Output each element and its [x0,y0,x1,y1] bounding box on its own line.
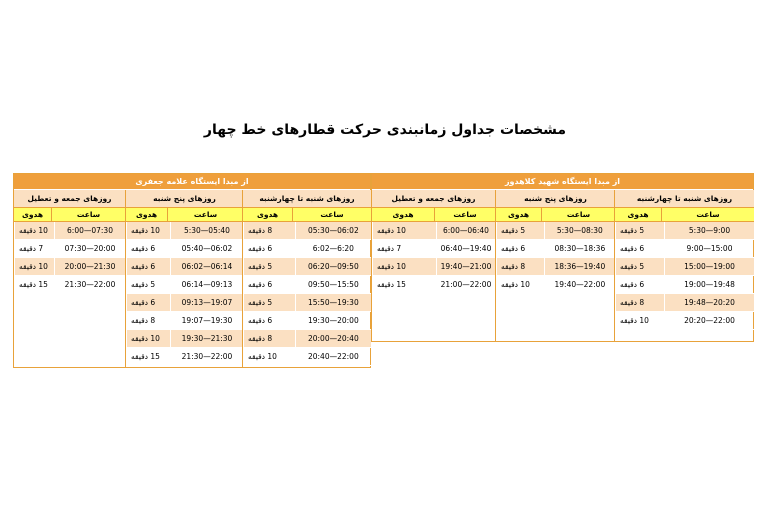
time-cell: 5:30—05:40 [170,222,243,240]
time-cell: 6:00—07:30 [54,222,125,240]
time-cell: 06:20—09:50 [295,258,371,276]
table-row [243,222,371,240]
time-cell: 20:00—21:30 [54,258,125,276]
time-cell: 19:30—20:00 [295,312,371,330]
time-cell: 19:00—19:48 [664,276,754,294]
headway-cell: 6 دقیقه [126,258,170,276]
table-row [372,240,495,258]
time-cell: 15:50—19:30 [295,294,371,312]
table-row [243,240,371,258]
headway-cell: 10 دقیقه [14,258,54,276]
table-row [496,258,615,276]
time-cell: 05:40—06:02 [170,240,243,258]
time-cell: 9:00—15:00 [664,240,754,258]
time-cell: 18:36—19:40 [544,258,615,276]
table-row [126,258,243,276]
headway-cell: 10 دقیقه [372,222,436,240]
time-cell: 20:40—22:00 [295,348,371,366]
headway-cell: 5 دقیقه [243,294,295,312]
table-row [126,294,243,312]
table-row [615,276,754,294]
time-cell: 21:00—22:00 [436,276,495,294]
time-cell: 21:30—22:00 [54,276,125,294]
time-cell: 19:40—21:00 [436,258,495,276]
time-column-header: ساعت [51,208,125,222]
headway-cell: 5 دقیقه [496,222,544,240]
schedule-group-thursday [125,190,243,367]
headway-cell: 15 دقیقه [126,348,170,366]
headway-cell: 10 دقیقه [496,276,544,294]
headway-cell: 10 دقیقه [615,312,664,330]
table-row [372,222,495,240]
table-row [496,222,615,240]
time-column-header: ساعت [167,208,243,222]
headway-cell: 10 دقیقه [14,222,54,240]
table-row [243,312,371,330]
table-row [615,258,754,276]
station-header: از مبدا ایستگاه علامه جعفری [14,174,370,190]
table-row [14,258,125,276]
group-title: روزهای پنج شنبه [126,190,243,208]
headway-cell: 8 دقیقه [243,222,295,240]
headway-cell: 6 دقیقه [243,240,295,258]
headway-column-header: هدوی [243,208,292,222]
time-cell: 07:30—20:00 [54,240,125,258]
headway-cell: 8 دقیقه [496,258,544,276]
headway-column-header: هدوی [496,208,541,222]
time-cell: 06:40—19:40 [436,240,495,258]
schedule-group-holidays [14,190,125,367]
headway-cell: 5 دقیقه [615,258,664,276]
group-title: روزهای جمعه و تعطیل [372,190,495,208]
time-cell: 19:30—21:30 [170,330,243,348]
table-row [243,330,371,348]
headway-cell: 5 دقیقه [243,258,295,276]
page-title: مشخصات جداول زمانبندی حرکت قطارهای خط چهار [203,122,567,138]
time-cell: 08:30—18:36 [544,240,615,258]
time-cell: 06:14—09:13 [170,276,243,294]
table-row [243,258,371,276]
table-row [14,240,125,258]
table-row [615,294,754,312]
headway-column-header: هدوی [126,208,167,222]
time-cell: 6:00—06:40 [436,222,495,240]
headway-cell: 6 دقیقه [243,312,295,330]
time-cell: 06:02—06:14 [170,258,243,276]
time-cell: 09:50—15:50 [295,276,371,294]
station-table-allameh-jafari [13,173,371,368]
time-cell: 19:40—22:00 [544,276,615,294]
station-header: از مبدا ایستگاه شهید کلاهدوز [372,174,753,190]
time-cell: 05:30—06:02 [295,222,371,240]
station-table-kolahdooz [371,173,754,342]
table-row [615,240,754,258]
table-row [496,240,615,258]
headway-cell: 10 دقیقه [126,330,170,348]
time-column-header: ساعت [292,208,371,222]
headway-cell: 5 دقیقه [126,276,170,294]
table-row [372,258,495,276]
time-cell: 5:30—9:00 [664,222,754,240]
time-cell: 20:20—22:00 [664,312,754,330]
time-cell: 21:30—22:00 [170,348,243,366]
table-row [615,312,754,330]
headway-cell: 7 دقیقه [14,240,54,258]
group-title: روزهای شنبه تا چهارشنبه [243,190,371,208]
headway-cell: 8 دقیقه [243,330,295,348]
time-cell: 15:00—19:00 [664,258,754,276]
headway-cell: 6 دقیقه [126,240,170,258]
table-row [14,222,125,240]
table-row [243,276,371,294]
table-row [126,348,243,366]
group-title: روزهای پنج شنبه [496,190,615,208]
time-cell: 20:00—20:40 [295,330,371,348]
table-row [126,330,243,348]
schedule-group-thursday [495,190,615,341]
headway-cell: 10 دقیقه [243,348,295,366]
time-cell: 09:13—19:07 [170,294,243,312]
schedule-group-holidays [372,190,495,341]
table-row [372,276,495,294]
headway-cell: 10 دقیقه [372,258,436,276]
table-row [126,222,243,240]
headway-column-header: هدوی [372,208,434,222]
table-row [126,240,243,258]
table-row [126,312,243,330]
headway-cell: 8 دقیقه [615,294,664,312]
table-row [243,348,371,366]
headway-cell: 10 دقیقه [126,222,170,240]
time-cell: 19:07—19:30 [170,312,243,330]
table-row [243,294,371,312]
time-column-header: ساعت [541,208,615,222]
schedule-group-weekdays [614,190,754,341]
table-row [14,276,125,294]
headway-column-header: هدوی [14,208,51,222]
group-title: روزهای شنبه تا چهارشنبه [615,190,754,208]
time-cell: 19:48—20:20 [664,294,754,312]
time-column-header: ساعت [434,208,495,222]
headway-cell: 6 دقیقه [615,240,664,258]
table-row [496,276,615,294]
time-cell: 5:30—08:30 [544,222,615,240]
time-column-header: ساعت [661,208,754,222]
group-title: روزهای جمعه و تعطیل [14,190,125,208]
time-cell: 6:02—6:20 [295,240,371,258]
headway-cell: 15 دقیقه [14,276,54,294]
table-row [615,222,754,240]
headway-cell: 15 دقیقه [372,276,436,294]
headway-column-header: هدوی [615,208,661,222]
headway-cell: 7 دقیقه [372,240,436,258]
headway-cell: 6 دقیقه [126,294,170,312]
headway-cell: 6 دقیقه [243,276,295,294]
headway-cell: 6 دقیقه [615,276,664,294]
table-row [126,276,243,294]
schedule-group-weekdays [242,190,371,367]
headway-cell: 5 دقیقه [615,222,664,240]
headway-cell: 8 دقیقه [126,312,170,330]
headway-cell: 6 دقیقه [496,240,544,258]
